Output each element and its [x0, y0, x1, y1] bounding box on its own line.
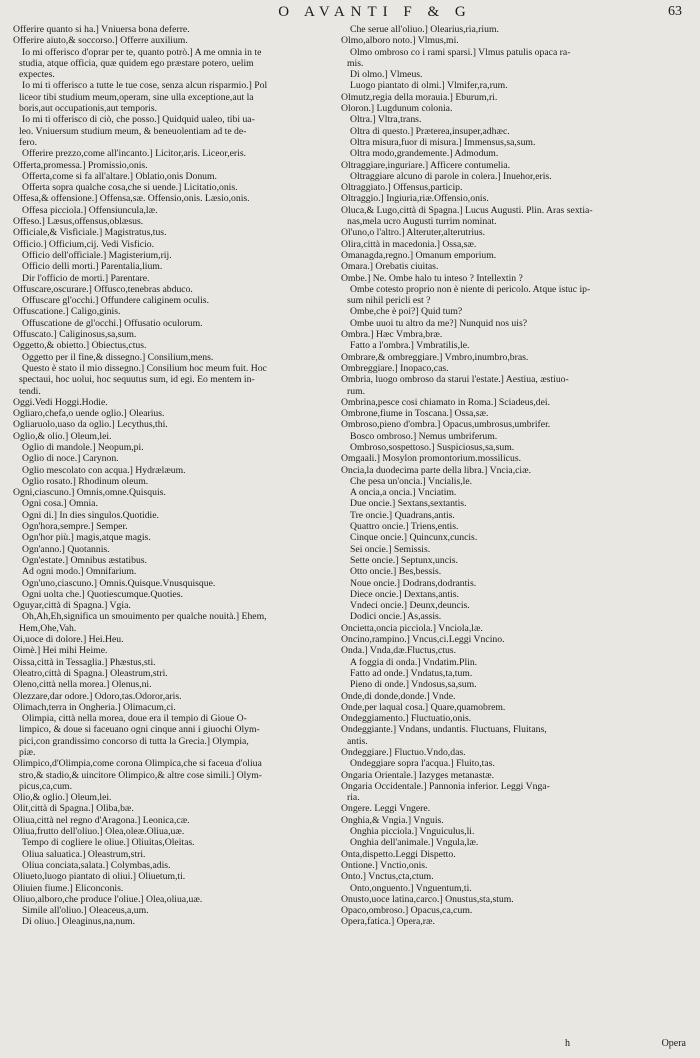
dictionary-entry-line: Ontione.] Vnctio,onis.: [341, 859, 428, 871]
dictionary-entry-line: Ombroso,pieno d'ombra.] Opacus,umbrosus,umbrifer.: [341, 419, 551, 431]
dictionary-entry-line: nas,mela ucro Augusti turrim nominat.: [347, 216, 497, 228]
dictionary-entry-line: Oliua,città nel regno d'Aragona.] Leonica,cæ.: [13, 814, 190, 826]
dictionary-entry-line: Vndeci oncie.] Deunx,deuncis.: [350, 600, 470, 612]
dictionary-entry-line: Hem,Ohe,Vah.: [19, 622, 77, 634]
dictionary-entry-line: Oltra di questo.] Præterea,insuper,adhæc.: [350, 125, 510, 137]
dictionary-entry-line: Olmutz,regia della morauia.] Eburum,ri.: [341, 91, 498, 103]
dictionary-entry-line: Fatto a l'ombra.] Vmbratilis,le.: [350, 340, 470, 352]
dictionary-entry-line: Fatto ad onde.] Vndatus,ta,tum.: [350, 667, 473, 679]
catchword: Opera: [661, 1038, 686, 1049]
dictionary-entry-line: Olimpico,d'Olimpia,come corona Olimpica,che si faceua d'oliua: [13, 758, 262, 770]
dictionary-entry-line: Oncietta,oncia picciola.] Vnciola,læ.: [341, 622, 483, 634]
dictionary-entry-line: Olmo,alboro noto.] Vlmus,mi.: [341, 35, 459, 47]
header-title: O AVANTI F & G: [278, 4, 472, 20]
dictionary-entry-line: stro,& stadio,& uincitore Olimpico,& altre cose simili.] Olym-: [19, 769, 262, 781]
dictionary-entry-line: Luogo piantato di olmi.] Vlmifer,ra,rum.: [350, 80, 508, 92]
dictionary-entry-line: Ondeggiare sopra l'acqua.] Fluito,tas.: [350, 758, 495, 770]
dictionary-entry-line: Oltraggiato.] Offensus,particip.: [341, 182, 463, 194]
dictionary-entry-line: Ogn'hor più.] magis,atque magis.: [22, 532, 151, 544]
dictionary-entry-line: Oliua,frutto dell'oliuo.] Olea,oleæ.Oliua,uæ.: [13, 826, 185, 838]
dictionary-entry-line: Di olmo.] Vlmeus.: [350, 69, 423, 81]
dictionary-entry-line: Offerire prezzo,come all'incanto.] Licitor,aris. Liceor,eris.: [22, 148, 247, 160]
dictionary-entry-line: Officio dell'officiale.] Magisterium,rij.: [22, 249, 172, 261]
dictionary-entry-line: Oleatro,città di Spagna.] Oleastrum,stri.: [13, 667, 168, 679]
dictionary-entry-line: Oltra.] Vltra,trans.: [350, 114, 422, 126]
dictionary-entry-line: Onta,dispetto.Leggi Dispetto.: [341, 848, 456, 860]
dictionary-entry-line: Offerta,promessa.] Promissio,onis.: [13, 159, 148, 171]
dictionary-entry-line: Ogliaro,chefa,o uende oglio.] Olearius.: [13, 408, 165, 420]
dictionary-entry-line: Olezzare,dar odore.] Odoro,tas.Odoror,aris.: [13, 690, 182, 702]
dictionary-entry-line: piæ.: [19, 747, 36, 758]
dictionary-entry-line: ria.: [347, 792, 360, 804]
dictionary-entry-line: Omanagda,regno.] Omanum emporium.: [341, 249, 497, 261]
dictionary-entry-line: studia, atque officia, quæ quidem ego præstare potero, uelim: [19, 57, 254, 69]
dictionary-entry-line: Ondeggiante.] Vndans, undantis. Fluctuans, Fluitans,: [341, 724, 547, 736]
dictionary-entry-line: Oggetto per il fine,& dissegno.] Consilium,mens.: [22, 351, 214, 363]
dictionary-entry-line: Onghia,& Vngia.] Vnguis.: [341, 814, 444, 826]
dictionary-entry-line: Oncia,la duodecima parte della libra.] Vncia,ciæ.: [341, 464, 531, 476]
dictionary-entry-line: Offuscatione de gl'occhi.] Offusatio oculorum.: [22, 317, 203, 329]
dictionary-entry-line: Oliua conciata,salata.] Colymbas,adis.: [22, 859, 171, 871]
dictionary-entry-line: Io mi ti offerisco di ciò, che posso.] Quidquid ualeo, tibi ua-: [22, 114, 255, 126]
dictionary-entry-line: Che pesa un'oncia.] Vncialis,le.: [350, 475, 473, 487]
dictionary-entry-line: Oluca,& Lugo,città di Spagna.] Lucus Augusti. Plin. Aras sextia-: [341, 204, 593, 216]
dictionary-entry-line: fero.: [19, 136, 38, 148]
dictionary-entry-line: Ombe cotesto proprio non è niente di pericolo. Atque istuc ip-: [350, 283, 591, 295]
dictionary-entry-line: Onde,di donde,donde.] Vnde.: [341, 690, 456, 702]
dictionary-entry-line: Offesa picciola.] Offensiuncula,læ.: [22, 204, 158, 216]
dictionary-entry-line: Officio delli morti.] Parentalia,lium.: [22, 261, 163, 273]
dictionary-entry-line: Offerire aiuto,& soccorso.] Offerre auxilium.: [13, 35, 188, 47]
dictionary-entry-line: limpico, & doue si faceuano ogni cinque anni i giuochi Olym-: [19, 724, 260, 736]
dictionary-entry-line: Offerire quanto si ha.] Vniuersa bona deferre.: [13, 24, 190, 35]
dictionary-entry-line: Cinque oncie.] Quincunx,cuncis.: [350, 532, 478, 544]
dictionary-entry-line: Ongaria Occidentale.] Pannonia inferior. Leggi Vnga-: [341, 780, 550, 792]
dictionary-entry-line: Oglio rosato.] Rhodinum oleum.: [22, 475, 149, 487]
dictionary-entry-line: Oglio,& olio.] Oleum,lei.: [13, 430, 112, 442]
dictionary-entry-line: Ogliaruolo,uaso da oglio.] Lecythus,thi.: [13, 419, 168, 431]
dictionary-entry-line: Oltraggio.] Ingiuria,riæ.Offensio,onis.: [341, 193, 489, 205]
page-number: 63: [668, 4, 682, 19]
dictionary-entry-line: Onde,per laqual cosa.] Quare,quamobrem.: [341, 701, 506, 713]
dictionary-entry-line: Dodici oncie.] As,assis.: [350, 611, 442, 623]
dictionary-entry-line: Ondeggiare.] Fluctuo.Vndo,das.: [341, 747, 466, 758]
dictionary-entry-line: Quattro oncie.] Triens,entis.: [350, 521, 459, 533]
dictionary-entry-line: Offesa,& offensione.] Offensa,sæ. Offensio,onis. Læsio,onis.: [13, 193, 250, 205]
dictionary-entry-line: Oliuien fiume.] Eliconconis.: [13, 882, 124, 894]
dictionary-entry-line: Ad ogni modo.] Omnifarium.: [22, 566, 137, 578]
dictionary-entry-line: liceor tibi studium meum,operam, sine ulla exceptione,aut la: [19, 91, 254, 103]
dictionary-entry-line: expectes.: [19, 69, 55, 81]
dictionary-entry-line: Ol'uno,o l'altro.] Alteruter,alterutrius.: [341, 227, 486, 239]
dictionary-entry-line: mis.: [347, 57, 364, 69]
dictionary-entry-line: Tre oncie.] Quadrans,antis.: [350, 509, 455, 521]
dictionary-entry-line: Ogni cosa.] Omnia.: [22, 498, 98, 510]
dictionary-entry-line: spectaui, hoc uolui, hoc sequutus sum, id egi. Eo mentem in-: [19, 374, 255, 386]
dictionary-entry-line: Oltraggiare alcuno di parole in colera.] Inuehor,eris.: [350, 170, 552, 182]
dictionary-entry-line: Oleno,città nella morea.] Olenus,ni.: [13, 679, 152, 691]
dictionary-entry-line: Oltra misura,fuor di misura.] Immensus,sa,sum.: [350, 136, 536, 148]
dictionary-entry-line: Onghia dell'animale.] Vngula,læ.: [350, 837, 479, 849]
dictionary-entry-line: Officiale,& Visficiale.] Magistratus,tus.: [13, 227, 167, 239]
dictionary-entry-line: Oncino,rampino.] Vncus,ci.Leggi Vncino.: [341, 634, 505, 646]
dictionary-entry-line: Onda.] Vnda,dæ.Fluctus,ctus.: [341, 645, 456, 657]
dictionary-entry-line: Diece oncie.] Dextans,antis.: [350, 588, 459, 600]
dictionary-entry-line: sum nihil pericli est ?: [347, 295, 431, 307]
left-column: [13, 24, 330, 928]
dictionary-entry-line: Offeso.] Læsus,offensus,oblæsus.: [13, 216, 144, 228]
dictionary-entry-line: Oh,Ah,Eh,significa un smouimento per qualche nouità.] Ehem,: [22, 611, 267, 623]
dictionary-entry-line: Oltraggiare,inguriare.] Afficere contumelia.: [341, 159, 511, 171]
dictionary-entry-line: Ogn'estate.] Omnibus æstatibus.: [22, 554, 147, 566]
dictionary-entry-line: pici,con grandissimo concorso di tutta la Grecia.] Olympia,: [19, 735, 249, 747]
dictionary-entry-line: Oliua saluatica.] Oleastrum,stri.: [22, 848, 146, 860]
dictionary-entry-line: Ogn'hora,sempre.] Semper.: [22, 521, 128, 533]
dictionary-entry-line: tendi.: [19, 385, 41, 397]
dictionary-entry-line: Onto,onguento.] Vnguentum,ti.: [350, 882, 472, 894]
dictionary-entry-line: Olira,città in macedonia.] Ossa,sæ.: [341, 238, 477, 250]
right-column: [341, 24, 691, 928]
dictionary-entry-line: Ombroso,sospettoso.] Suspiciosus,sa,sum.: [350, 441, 515, 453]
dictionary-entry-line: Ombria, luogo ombroso da starui l'estate.] Aestiua, æstiuo-: [341, 374, 569, 386]
dictionary-entry-line: Olimach,terra in Ongheria.] Olimacum,ci.: [13, 701, 176, 713]
dictionary-entry-line: Oliuo,alboro,che produce l'oliue.] Olea,oliua,uæ.: [13, 893, 203, 905]
dictionary-entry-line: Oglio di noce.] Carynon.: [22, 453, 119, 465]
dictionary-entry-line: Oguyar,città di Spagna.] Vgia.: [13, 600, 131, 612]
dictionary-entry-line: Ongere. Leggi Vngere.: [341, 803, 431, 815]
dictionary-entry-line: Oggi.Vedi Hoggi.Hodie.: [13, 396, 108, 408]
dictionary-entry-line: Oissa,città in Tessaglia.] Phæstus,sti.: [13, 656, 156, 668]
dictionary-entry-line: Bosco ombroso.] Nemus umbriferum.: [350, 430, 498, 442]
dictionary-entry-line: Ombe uuoi tu altro da me?] Nunquid nos uis?: [350, 317, 528, 329]
dictionary-entry-line: leo. Vniuersum studium meum, & beneuolentiam ad te de-: [19, 125, 247, 137]
dictionary-entry-line: Sette oncie.] Septunx,uncis.: [350, 554, 458, 566]
dictionary-entry-line: Ombrina,pesce cosi chiamato in Roma.] Sciadeus,dei.: [341, 396, 551, 408]
dictionary-entry-line: Pieno di onde.] Vndosus,sa,sum.: [350, 679, 477, 691]
dictionary-entry-line: Olmo ombroso co i rami sparsi.] Vlmus patulis opaca ra-: [350, 46, 571, 58]
dictionary-entry-line: Che serue all'oliuo.] Olearius,ria,rium.: [350, 24, 499, 35]
dictionary-entry-line: rum.: [347, 385, 366, 397]
dictionary-entry-line: Ogn'uno,ciascuno.] Omnis.Quisque.Vnusquisque.: [22, 577, 216, 589]
dictionary-entry-line: Oimè.] Hei mihi Heime.: [13, 645, 108, 657]
dictionary-entry-line: Ombe,che è poi?] Quid tum?: [350, 306, 463, 318]
dictionary-entry-line: antis.: [347, 735, 368, 747]
dictionary-entry-line: Otto oncie.] Bes,bessis.: [350, 566, 442, 578]
dictionary-entry-line: Tempo di cogliere le oliue.] Oliuitas,Oleitas.: [22, 837, 195, 849]
running-header: [0, 2, 700, 24]
dictionary-entry-line: Ombrone,fiume in Toscana.] Ossa,sæ.: [341, 408, 489, 420]
dictionary-entry-line: Ogni di.] In dies singulos.Quotidie.: [22, 509, 159, 521]
dictionary-entry-line: Ombreggiare.] Inopaco,cas.: [341, 362, 449, 374]
dictionary-entry-line: Ongaria Orientale.] Iazyges metanastæ.: [341, 769, 495, 781]
dictionary-entry-line: Onghia picciola.] Vnguiculus,li.: [350, 826, 475, 838]
dictionary-entry-line: Oggetto,& obietto.] Obiectus,ctus.: [13, 340, 147, 352]
dictionary-entry-line: Offerta,come si fa all'altare.] Oblatio,onis Donum.: [22, 170, 217, 182]
dictionary-entry-line: Olimpia, città nella morea, doue era il tempio di Gioue O-: [22, 713, 247, 725]
dictionary-entry-line: Oglio di mandole.] Neopum,pi.: [22, 441, 144, 453]
dictionary-entry-line: Onto.] Vnctus,cta,ctum.: [341, 871, 434, 883]
dictionary-entry-line: Ogni,ciascuno.] Omnis,omne.Quisquis.: [13, 487, 166, 499]
dictionary-entry-line: A oncia,a oncia.] Vnciatim.: [350, 487, 457, 499]
dictionary-entry-line: Ondeggiamento.] Fluctuatio,onis.: [341, 713, 472, 725]
dictionary-entry-line: Simile all'oliuo.] Oleaceus,a,um.: [22, 905, 149, 917]
dictionary-entry-line: Due oncie.] Sextans,sextantis.: [350, 498, 467, 510]
dictionary-entry-line: Io mi ti offerisco a tutte le tue cose, senza alcun risparmio.] Pol: [22, 80, 268, 92]
dictionary-entry-line: Oglio mescolato con acqua.] Hydrælæum.: [22, 464, 186, 476]
dictionary-entry-line: Offuscare gl'occhi.] Offundere caliginem oculis.: [22, 295, 209, 307]
dictionary-entry-line: Questo è stato il mio dissegno.] Consilium hoc meum fuit. Hoc: [22, 362, 267, 374]
dictionary-entry-line: boris,aut occupationis,aut temporis.: [19, 103, 158, 115]
dictionary-entry-line: Oloron.] Lugdunum colonia.: [341, 103, 453, 115]
signature-mark: h: [565, 1038, 570, 1049]
dictionary-entry-line: Offerta sopra qualche cosa,che si uende.] Licitatio,onis.: [22, 182, 238, 194]
dictionary-entry-line: Opera,fatica.] Opera,ræ.: [341, 916, 435, 928]
dictionary-entry-line: Omara.] Orebatis ciuitas.: [341, 261, 439, 273]
dictionary-entry-line: A foggia di onda.] Vndatim.Plin.: [350, 656, 478, 668]
dictionary-entry-line: Onusto,uoce latina,carco.] Onustus,sta,stum.: [341, 893, 514, 905]
dictionary-entry-line: Io mi offerisco d'oprar per te, quanto potrò.] A me omnia in te: [22, 46, 262, 58]
dictionary-entry-line: Offuscato.] Caliginosus,sa,sum.: [13, 329, 137, 341]
dictionary-entry-line: Olit,città di Spagna.] Oliba,bæ.: [13, 803, 134, 815]
dictionary-entry-line: Dir l'officio de morti.] Parentare.: [22, 272, 150, 284]
dictionary-entry-line: Di oliuo.] Oleaginus,na,num.: [22, 916, 136, 928]
dictionary-entry-line: Oltra modo,grandemente.] Admodum.: [350, 148, 499, 160]
dictionary-entry-line: Offuscatione.] Caligo,ginis.: [13, 306, 121, 318]
dictionary-entry-line: Oliueto,luogo piantato di oliui.] Oliuetum,ti.: [13, 871, 186, 883]
dictionary-entry-line: Ombe.] Ne. Ombe halo tu inteso ? Intellextin ?: [341, 272, 523, 284]
dictionary-entry-line: Olio,& oglio.] Oleum,lei.: [13, 792, 112, 804]
dictionary-entry-line: picus,ca,cum.: [19, 780, 72, 792]
dictionary-entry-line: Ombrare,& ombreggiare.] Vmbro,inumbro,bras.: [341, 351, 529, 363]
dictionary-entry-line: Oi,uoce di dolore.] Hei.Heu.: [13, 634, 124, 646]
dictionary-entry-line: Ogni uolta che.] Quotiescumque.Quoties.: [22, 588, 183, 600]
dictionary-entry-line: Ogn'anno.] Quotannis.: [22, 543, 110, 555]
dictionary-entry-line: Omgaali.] Mosylon promontorium.mossilicus.: [341, 453, 522, 465]
dictionary-entry-line: Ombra.] Hæc Vmbra,bræ.: [341, 329, 443, 341]
dictionary-entry-line: Offuscare,oscurare.] Offusco,tenebras abduco.: [13, 283, 193, 295]
dictionary-entry-line: Sei oncie.] Semissis.: [350, 543, 431, 555]
dictionary-entry-line: Opaco,ombroso.] Opacus,ca,cum.: [341, 905, 473, 917]
dictionary-entry-line: Noue oncie.] Dodrans,dodrantis.: [350, 577, 477, 589]
dictionary-entry-line: Officio.] Officium,cij. Vedi Visficio.: [13, 238, 155, 250]
